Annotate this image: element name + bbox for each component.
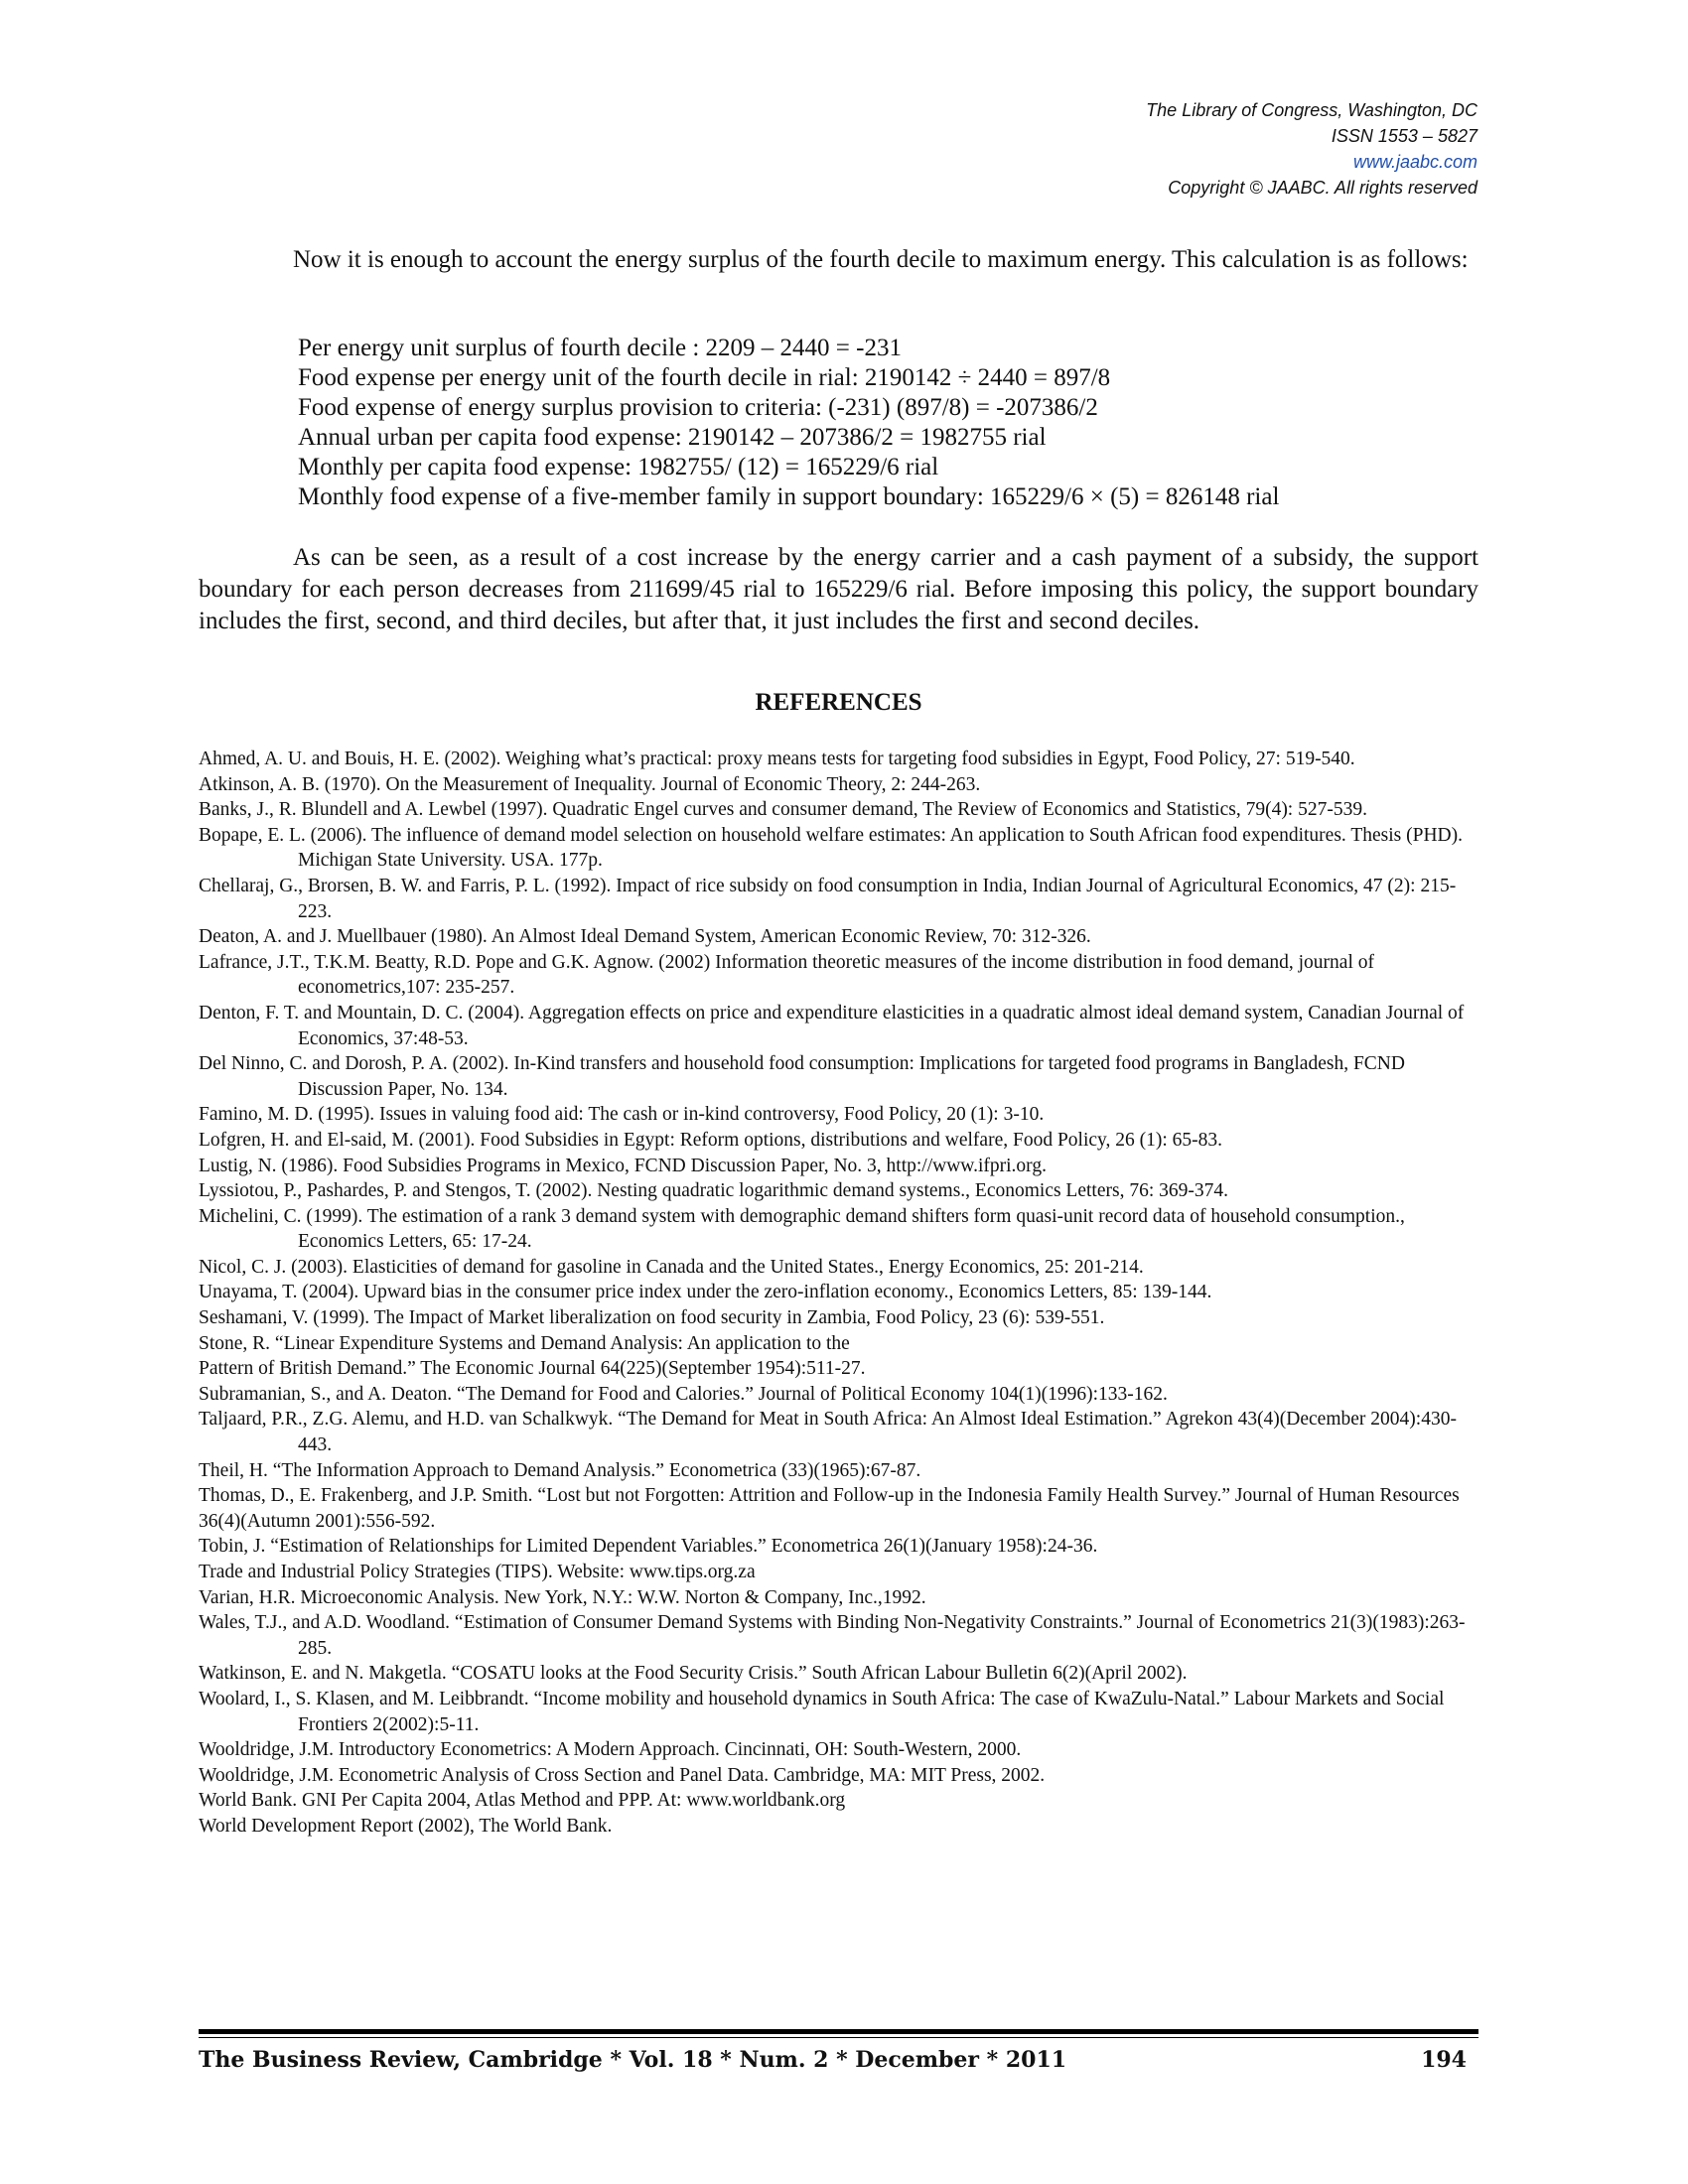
reference-item: Woolard, I., S. Klasen, and M. Leibbrandt. “Income mobility and household dynamics in South Africa: The case of KwaZulu-Natal.” Labour Markets and Social Frontiers 2(2002):5-11. [199, 1688, 1445, 1735]
reference-item: Wooldridge, J.M. Introductory Econometrics: A Modern Approach. Cincinnati, OH: South-Western, 2000. [199, 1739, 1022, 1761]
calculation-line: Monthly food expense of a five-member family in support boundary: 165229/6 × (5) = 826148 rial [298, 483, 1280, 510]
calculation-block [298, 334, 1479, 512]
reference-list [199, 747, 1478, 1840]
reference-item: Bopape, E. L. (2006). The influence of demand model selection on household welfare estimates: An application to South African food expenditures. Thesis (PHD). Michigan State University. USA. 177p. [199, 824, 1463, 872]
journal-header [782, 97, 1477, 201]
reference-item: Nicol, C. J. (2003). Elasticities of demand for gasoline in Canada and the United States., Energy Economics, 25: 201-214. [199, 1256, 1144, 1278]
reference-item: Del Ninno, C. and Dorosh, P. A. (2002). In-Kind transfers and household food consumption: Implications for targeted food programs in Bangladesh, FCND Discussion Paper, No. 134. [199, 1053, 1405, 1100]
reference-item: Seshamani, V. (1999). The Impact of Market liberalization on food security in Zambia, Food Policy, 23 (6): 539-551. [199, 1307, 1105, 1329]
header-copyright-line: Copyright © JAABC. All rights reserved [1168, 178, 1477, 198]
calculation-line: Monthly per capita food expense: 1982755/ (12) = 165229/6 rial [298, 454, 939, 480]
header-website-link[interactable]: www.jaabc.com [1352, 152, 1477, 172]
reference-item: Atkinson, A. B. (1970). On the Measurement of Inequality. Journal of Economic Theory, 2: 244-263. [199, 773, 981, 795]
reference-item: Theil, H. “The Information Approach to Demand Analysis.” Econometrica (33)(1965):67-87. [199, 1459, 921, 1481]
reference-item: 36(4)(Autumn 2001):556-592. [199, 1510, 436, 1532]
reference-item: Banks, J., R. Blundell and A. Lewbel (1997). Quadratic Engel curves and consumer demand, The Review of Economics and Statistics, 79(4): 527-539. [199, 799, 1367, 821]
reference-item: Lustig, N. (1986). Food Subsidies Programs in Mexico, FCND Discussion Paper, No. 3, http://www.ifpri.org. [199, 1155, 1047, 1176]
reference-item: Chellaraj, G., Brorsen, B. W. and Farris, P. L. (1992). Impact of rice subsidy on food consumption in India, Indian Journal of Agricultural Economics, 47 (2): 215-223. [199, 875, 1457, 922]
reference-item: Watkinson, E. and N. Makgetla. “COSATU looks at the Food Security Crisis.” South African Labour Bulletin 6(2)(April 2002). [199, 1663, 1188, 1685]
header-library-line: The Library of Congress, Washington, DC [1146, 100, 1477, 120]
footer-divider [199, 2029, 1478, 2038]
calculation-line: Food expense per energy unit of the fourth decile in rial: 2190142 ÷ 2440 = 897/8 [298, 364, 1111, 391]
reference-item: Subramanian, S., and A. Deaton. “The Demand for Food and Calories.” Journal of Political Economy 104(1)(1996):133-162. [199, 1383, 1168, 1405]
reference-item: Pattern of British Demand.” The Economic Journal 64(225)(September 1954):511-27. [199, 1358, 866, 1380]
reference-item: Wooldridge, J.M. Econometric Analysis of Cross Section and Panel Data. Cambridge, MA: MIT Press, 2002. [199, 1764, 1046, 1786]
calculation-line: Food expense of energy surplus provision to criteria: (-231) (897/8) = -207386/2 [298, 394, 1098, 421]
reference-item: Thomas, D., E. Frakenberg, and J.P. Smith. “Lost but not Forgotten: Attrition and Follow-up in the Indonesia Family Health Survey.” Journal of Human Resources [199, 1485, 1460, 1507]
reference-item: World Bank. GNI Per Capita 2004, Atlas Method and PPP. At: www.worldbank.org [199, 1790, 846, 1812]
reference-item: Unayama, T. (2004). Upward bias in the consumer price index under the zero-inflation economy., Economics Letters, 85: 139-144. [199, 1282, 1212, 1303]
page-number: 194 [1421, 2047, 1467, 2073]
conclusion-paragraph: As can be seen, as a result of a cost increase by the energy carrier and a cash payment of a subsidy, the support boundary for each person decreases from 211699/45 rial to 165229/6 rial. Before imposing this policy, the support boundary includes the first, second, and third deciles, but after that, it just includes the first and second deciles. [199, 544, 1478, 634]
reference-item: Lafrance, J.T., T.K.M. Beatty, R.D. Pope and G.K. Agnow. (2002) Information theoretic measures of the income distribution in food demand, journal of econometrics,107: 235-257. [199, 951, 1374, 999]
calculation-line: Annual urban per capita food expense: 2190142 – 207386/2 = 1982755 rial [298, 424, 1047, 451]
reference-item: Wales, T.J., and A.D. Woodland. “Estimation of Consumer Demand Systems with Binding Non-Negativity Constraints.” Journal of Econometrics 21(3)(1983):263-285. [199, 1612, 1466, 1659]
intro-paragraph: Now it is enough to account the energy surplus of the fourth decile to maximum energy. This calculation is as follows: [293, 246, 1469, 273]
reference-item: World Development Report (2002), The World Bank. [199, 1815, 613, 1837]
reference-item: Varian, H.R. Microeconomic Analysis. New York, N.Y.: W.W. Norton & Company, Inc.,1992. [199, 1586, 926, 1608]
reference-item: Stone, R. “Linear Expenditure Systems and Demand Analysis: An application to the [199, 1332, 850, 1354]
reference-item: Michelini, C. (1999). The estimation of a rank 3 demand system with demographic demand shifters form quasi-unit record data of household consumption., Economics Letters, 65: 17-24. [199, 1205, 1405, 1253]
reference-item: Deaton, A. and J. Muellbauer (1980). An Almost Ideal Demand System, American Economic Review, 70: 312-326. [199, 926, 1091, 948]
reference-item: Taljaard, P.R., Z.G. Alemu, and H.D. van Schalkwyk. “The Demand for Meat in South Africa: An Almost Ideal Estimation.” Agrekon 43(4)(December 2004):430-443. [199, 1409, 1457, 1456]
calculation-line: Per energy unit surplus of fourth decile : 2209 – 2440 = -231 [298, 335, 902, 361]
reference-item: Ahmed, A. U. and Bouis, H. E. (2002). Weighing what’s practical: proxy means tests for targeting food subsidies in Egypt, Food Policy, 27: 519-540. [199, 749, 1355, 769]
reference-item: Denton, F. T. and Mountain, D. C. (2004). Aggregation effects on price and expenditure elasticities in a quadratic almost ideal demand system, Canadian Journal of Economics, 37:48-53. [199, 1002, 1465, 1049]
reference-item: Famino, M. D. (1995). Issues in valuing food aid: The cash or in-kind controversy, Food Policy, 20 (1): 3-10. [199, 1104, 1045, 1126]
footer-journal-citation: The Business Review, Cambridge * Vol. 18 * Num. 2 * December * 2011 [199, 2047, 1067, 2073]
reference-item: Lofgren, H. and El-said, M. (2001). Food Subsidies in Egypt: Reform options, distributions and welfare, Food Policy, 26 (1): 65-83. [199, 1129, 1223, 1151]
reference-item: Trade and Industrial Policy Strategies (TIPS). Website: www.tips.org.za [199, 1562, 756, 1582]
reference-item: Tobin, J. “Estimation of Relationships for Limited Dependent Variables.” Econometrica 26(1)(January 1958):24-36. [199, 1536, 1098, 1558]
references-heading: REFERENCES [755, 689, 922, 716]
header-issn-line: ISSN 1553 – 5827 [1331, 126, 1477, 146]
reference-item: Lyssiotou, P., Pashardes, P. and Stengos, T. (2002). Nesting quadratic logarithmic demand systems., Economics Letters, 76: 369-374. [199, 1180, 1228, 1202]
